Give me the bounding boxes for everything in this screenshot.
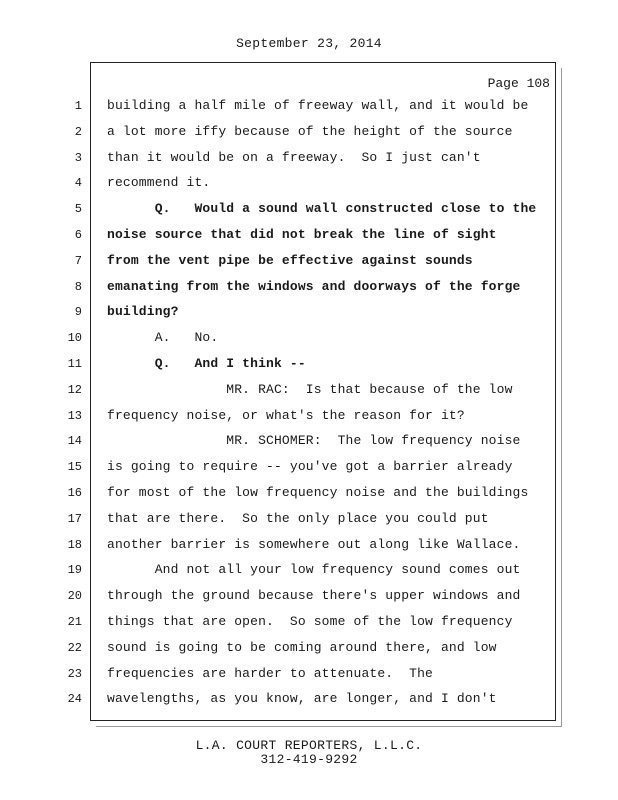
line-number: 10 [67,331,82,345]
line-number: 23 [67,667,82,681]
transcript-line: frequency noise, or what's the reason for it? [107,408,465,423]
transcript-line: from the vent pipe be effective against sounds [107,253,473,268]
line-number: 12 [67,383,82,397]
transcript-line: through the ground because there's upper windows and [107,588,521,603]
line-number: 20 [67,589,82,603]
transcript-line: noise source that did not break the line of sight [107,227,497,242]
transcript-line: MR. RAC: Is that because of the low [107,382,513,397]
transcript-line: emanating from the windows and doorways of the forge [107,279,521,294]
line-number: 14 [67,434,82,448]
transcript-line: that are there. So the only place you could put [107,511,489,526]
line-number: 2 [74,125,82,139]
footer-company: L.A. COURT REPORTERS, L.L.C. [195,738,423,753]
transcript-line: MR. SCHOMER: The low frequency noise [107,433,521,448]
transcript-line: another barrier is somewhere out along like Wallace. [107,537,521,552]
line-number: 3 [74,151,82,165]
line-number: 24 [67,692,82,706]
transcript-line: building? [107,304,179,319]
line-number: 1 [74,99,82,113]
transcript-line: wavelengths, as you know, are longer, and I don't [107,691,497,706]
transcript-line: is going to require -- you've got a barrier already [107,459,513,474]
line-number: 16 [67,486,82,500]
transcript-line: a lot more iffy because of the height of the source [107,124,513,139]
line-number: 7 [74,254,82,268]
transcript-line: sound is going to be coming around there, and low [107,640,497,655]
line-number: 5 [74,202,82,216]
line-number: 19 [67,563,82,577]
transcript-line: for most of the low frequency noise and the buildings [107,485,529,500]
footer-phone: 312-419-9292 [260,752,358,767]
transcript-line: Q. And I think -- [107,356,306,371]
line-number: 4 [74,176,82,190]
line-number: 21 [67,615,82,629]
line-number: 15 [67,460,82,474]
transcript-line: Q. Would a sound wall constructed close to the [107,201,537,216]
line-number: 9 [74,305,82,319]
page-number: Page 108 [487,76,550,91]
line-number: 8 [74,280,82,294]
line-number: 18 [67,538,82,552]
transcript-line: recommend it. [107,175,211,190]
transcript-line: things that are open. So some of the low frequency [107,614,513,629]
line-number: 17 [67,512,82,526]
line-number: 13 [67,409,82,423]
transcript-line: frequencies are harder to attenuate. The [107,666,434,681]
line-number: 6 [74,228,82,242]
transcript-line: A. No. [107,330,219,345]
line-number: 22 [67,641,82,655]
transcript-line: than it would be on a freeway. So I just can't [107,150,481,165]
line-number: 11 [67,357,82,371]
transcript-line: building a half mile of freeway wall, and it would be [107,98,529,113]
header-date: September 23, 2014 [236,36,382,51]
transcript-line: And not all your low frequency sound comes out [107,562,521,577]
